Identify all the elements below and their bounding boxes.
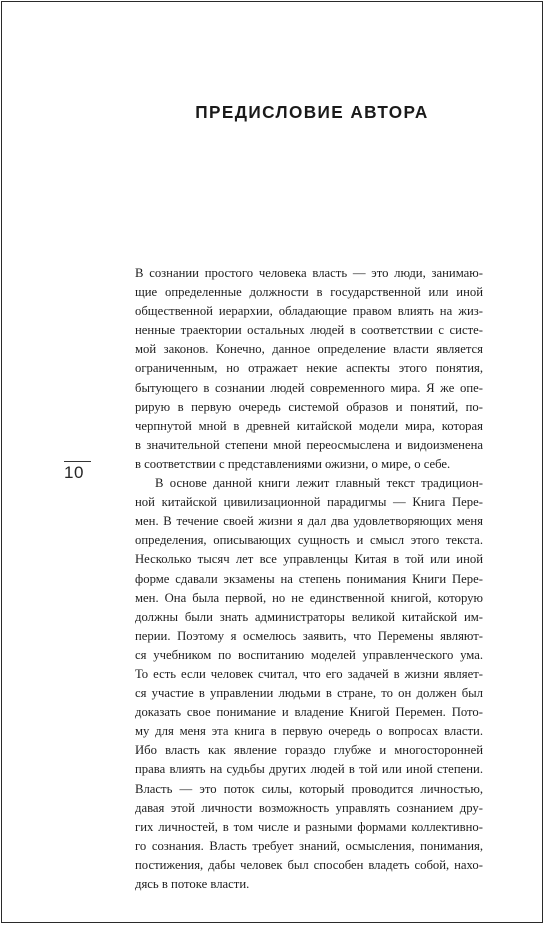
text-line: дясь в потоке власти.	[135, 877, 250, 891]
text-line: го сознания. Власть требует знаний, осмысления, понимания,	[135, 838, 483, 853]
text-line: черпнутой мной в древней китайской модели мира, которая	[135, 418, 483, 433]
text-line: должны были знать администраторы великой китайской им-	[135, 609, 483, 624]
text-line: В основе данной книги лежит главный текст традицион-	[155, 476, 483, 491]
text-line: ограниченным, но отражает некие аспекты этого понятия,	[135, 361, 483, 376]
body-text	[135, 264, 483, 894]
text-line: бытующего в сознании людей современного мира. Я же опе-	[135, 380, 483, 395]
text-line: доказать свое понимание и владение Книгой Перемен. Пото-	[135, 705, 483, 720]
text-line: общественной иерархии, обладающие правом влиять на жиз-	[135, 304, 483, 319]
text-line: мен. Она была первой, но не единственной книгой, которую	[135, 590, 483, 605]
text-line: перии. Поэтому я осмелюсь заявить, что Перемены являют-	[135, 628, 483, 643]
text-line: мой законов. Конечно, данное определение власти является	[135, 342, 483, 357]
text-line: рирую в первую очередь системой образов и понятий, по-	[135, 399, 483, 414]
text-line: мен. В течение своей жизни я дал два удовлетворяющих меня	[135, 514, 483, 529]
text-line: в значительной степени мной переосмыслена и видоизменена	[135, 437, 483, 452]
text-line: форме сдавали экзамены на степень понимания Книги Пере-	[135, 571, 483, 586]
text-line: му для меня эта книга в первую очередь о вопросах власти.	[135, 724, 483, 739]
chapter-title: ПРЕДИСЛОВИЕ АВТОРА	[195, 102, 429, 122]
text-line: ной китайской цивилизационной парадигмы — Книга Пере-	[135, 495, 483, 510]
text-line: Ибо власть как явление гораздо глубже и многосторонней	[135, 743, 483, 758]
page-number-rule	[64, 461, 91, 462]
text-line: права влиять на судьбы других людей в той или иной степени.	[135, 762, 483, 777]
text-line: Власть — это поток силы, который проводится личностью,	[135, 781, 483, 796]
text-line: То есть если человек считал, что его задачей в жизни являет-	[135, 666, 483, 681]
text-line: в соответствии с представлениями ожизни, о мире, о себе.	[135, 456, 451, 471]
text-line: постижения, дабы человек был способен владеть собой, нахо-	[135, 857, 483, 872]
text-line: В сознании простого человека власть — это люди, занимаю-	[135, 266, 483, 280]
text-line: ненные траектории остальных людей в соответствии с систе-	[135, 323, 483, 338]
text-line: щие определенные должности в государственной или иной	[135, 285, 483, 300]
text-line: ся учебником по воспитанию моделей управленческого ума.	[135, 647, 483, 662]
text-line: ся участие в управлении людьми в стране, то он должен был	[135, 686, 483, 701]
text-line: давая этой личности возможность управлять сознанием дру-	[135, 800, 483, 815]
text-line: гих личностей, в том числе и разными формами коллективно-	[135, 819, 483, 834]
text-line: определения, описывающих сущность и смысл этого текста.	[135, 533, 483, 548]
text-line: Несколько тысяч лет все управленцы Китая в той или иной	[135, 552, 483, 567]
page-number: 10	[64, 463, 84, 482]
